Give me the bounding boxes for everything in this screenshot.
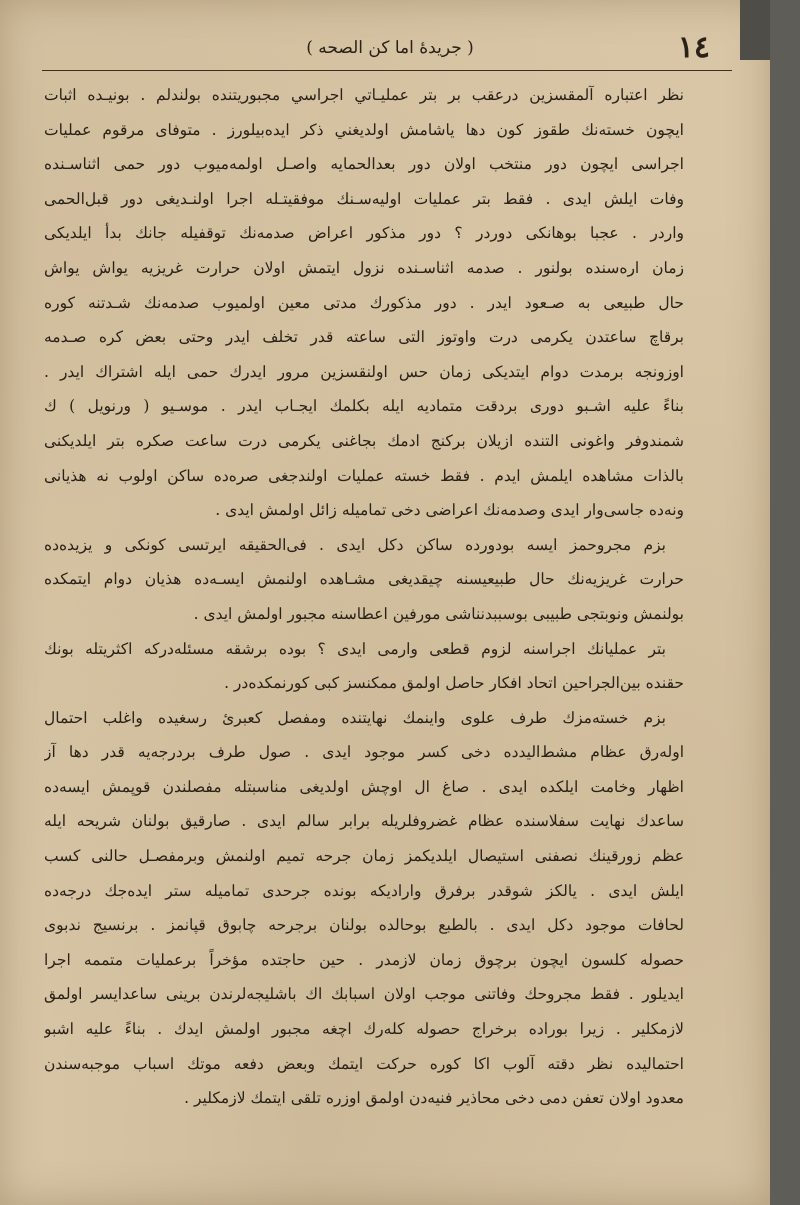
text-line: لازمكلير . زيرا بوراده برخراج حصوله كلەرك اچغه مجبور اولمش ايدك . بناءً عليه اشبو (44, 1020, 684, 1039)
text-line: زمان ارەسنده بولنور . صدمه اثناسـنده نزول ايتمش اولان حرارت غريزيه يواش يواش (44, 258, 684, 277)
page-number: ١٤ (677, 30, 710, 65)
text-line: بتر عمليانك اجراسنه لزوم قطعى وارمى ايدى ؟ بوده برشقه مسئله‌دركه اكثريتله بونك (44, 639, 666, 658)
text-line: ونه‌ده جاسى‌وار ايدى وصدمه‌نك اعراضى دخى تماميله زائل اولمش ايدى . (215, 501, 684, 520)
text-line: نظر اعتباره آلمقسزين درعقب بر بتر عمليـاتي اجراسي مجبوريتنده بولندلم . بونيـده اثبات (44, 86, 684, 104)
text-line: بالذات مشاهده ايلمش ايدم . فقط خسته عمليات اولندجغى صره‌ده ساكن اولوب نه هذيانى (44, 466, 684, 485)
text-line: احتماليده نظر دقته آلوب اكا كوره حركت ايتمك وبعض دفعه موتك اسباب موجبه‌سندن (44, 1054, 684, 1073)
text-line: لحافات موجود دكل ايدى . بالطبع بوحالده بولنان برجرحه چابوق قپانمز . برنسيج ندبوى (44, 916, 684, 935)
text-line: برقاچ ساعتدن يكرمى درت واوتوز التى ساعته قدر تخلف ايدر وحتى بعض كره صـدمه (44, 328, 684, 347)
body-text (44, 78, 684, 1116)
text-line: بناءً عليه اشـبو دورى بردقت متماديه ايله بكلمك ايجـاب ايدر . موسـيو ( ورنويل ) ك (44, 397, 684, 416)
text-line: اجراسى ايچون دور منتخب اولان دور بعدالحمايه واصـل اولمه‌ميوب دور حمى اثناسـنده (44, 155, 684, 174)
page-header (40, 30, 730, 70)
text-line: عظم زورقينك نصفنى استيصال ايلديكمز زمان جرحه تميم اولنمش وبرمفصـل حالنى كسب (44, 847, 684, 866)
text-line: بولنمش ونوبتجى طبيبى بوسببدنناشى مورفين اعطاسنه مجبور اولمش ايدى . (193, 604, 684, 623)
text-line: اظهار وخامت ايلكده ايدى . صاغ ال اوچش اولديغى مناسبتله مفصلندن قوپمش ايسه‌ده (44, 777, 684, 796)
text-line: حقنده بين‌الجراحين اتحاد افكار حاصل اولمق ممكنسز كبى كورنمكده‌در . (224, 674, 684, 693)
text-line: شمندوفر واغونى التنده ازيلان بركنج ادمك بجاغنى يكرمى درت ساعت صكره بتر ايلديكنى (44, 431, 684, 450)
text-line: بزم خسته‌مزك طرف علوى واينمك نهايتنده ومفصل كعبرئ رسغيده واغلب احتمال (44, 708, 666, 727)
text-line: بزم مجروحمز ايسه بودورده ساكن دكل ايدى . فى‌الحقيقه ايرتسى كونكى و يزيده‌ده (44, 535, 666, 554)
text-line: معدود اولان تعفن دمى دخى محاذير فنيه‌دن اولمق اوزره تلقى ايتمك لازمكلير . (184, 1089, 684, 1108)
text-line: واردر . عجبا بوهانكى دوردر ؟ دور مذكور اعراض صدمه‌نك توقفيله جانك بدأ ايلديكى (44, 224, 684, 243)
text-line: ايلش ايدى . يالكز شوقدر برفرق واراديكه بونده جرحدى تماميله ستر ايده‌جك درجه‌ده (44, 881, 684, 900)
text-line: حصوله كلسون ايچون برچوق زمان لازمدر . حين حاجتده مؤخراً برعمليات متممه اجرا (44, 950, 684, 969)
header-rule (42, 70, 732, 71)
text-line: اوزونجه برمدت دوام ايتديكى زمان حس اولنقسزين مرور ايدرك حمى ايله اشتراك ايدر . (44, 362, 684, 381)
text-line: ساعدك نهايت سفلاسنده عظام غضروفلريله برابر سالم ايدى . صارقيق بولنان شريحه ايله (44, 812, 684, 831)
text-line: وفات ايلش ايدى . فقط بتر عمليات اوليه‌سـنك موفقيتـله اجرا اولنـديغى دور قبل‌الحمى (44, 189, 684, 208)
text-line: حرارت غريزيه‌نك حال طبيعيسنه چيقديغى مشـاهده اولنمش ايسـه‌ده هذيان دوام ايتمكده (44, 570, 684, 589)
text-line: حال طبيعى به صـعود ايدر . دور مذكورك مدتى معين اولميوب صدمه‌نك شـدتنه كوره (44, 293, 684, 312)
page-corner-shadow (740, 0, 770, 60)
text-line: ايچون خسته‌نك طقوز كون دها ياشامش اولديغني ذكر ايده‌بيلورز . متوفاى مرقوم عمليات (44, 120, 684, 139)
text-line: اوله‌رق عظام مشط‌اليدده دخى كسر موجود ايدى . صول طرف بردرجه‌يه قدر دها آز (44, 743, 684, 762)
running-title: ( جريدهٔ اما كن الصحه ) (306, 38, 474, 58)
text-line: ايديلور . فقط مجروحك وفاتنى موجب اولان اسبابك اك باشليجه‌لرندن برينى ساعدايسر اولمق (44, 985, 684, 1004)
